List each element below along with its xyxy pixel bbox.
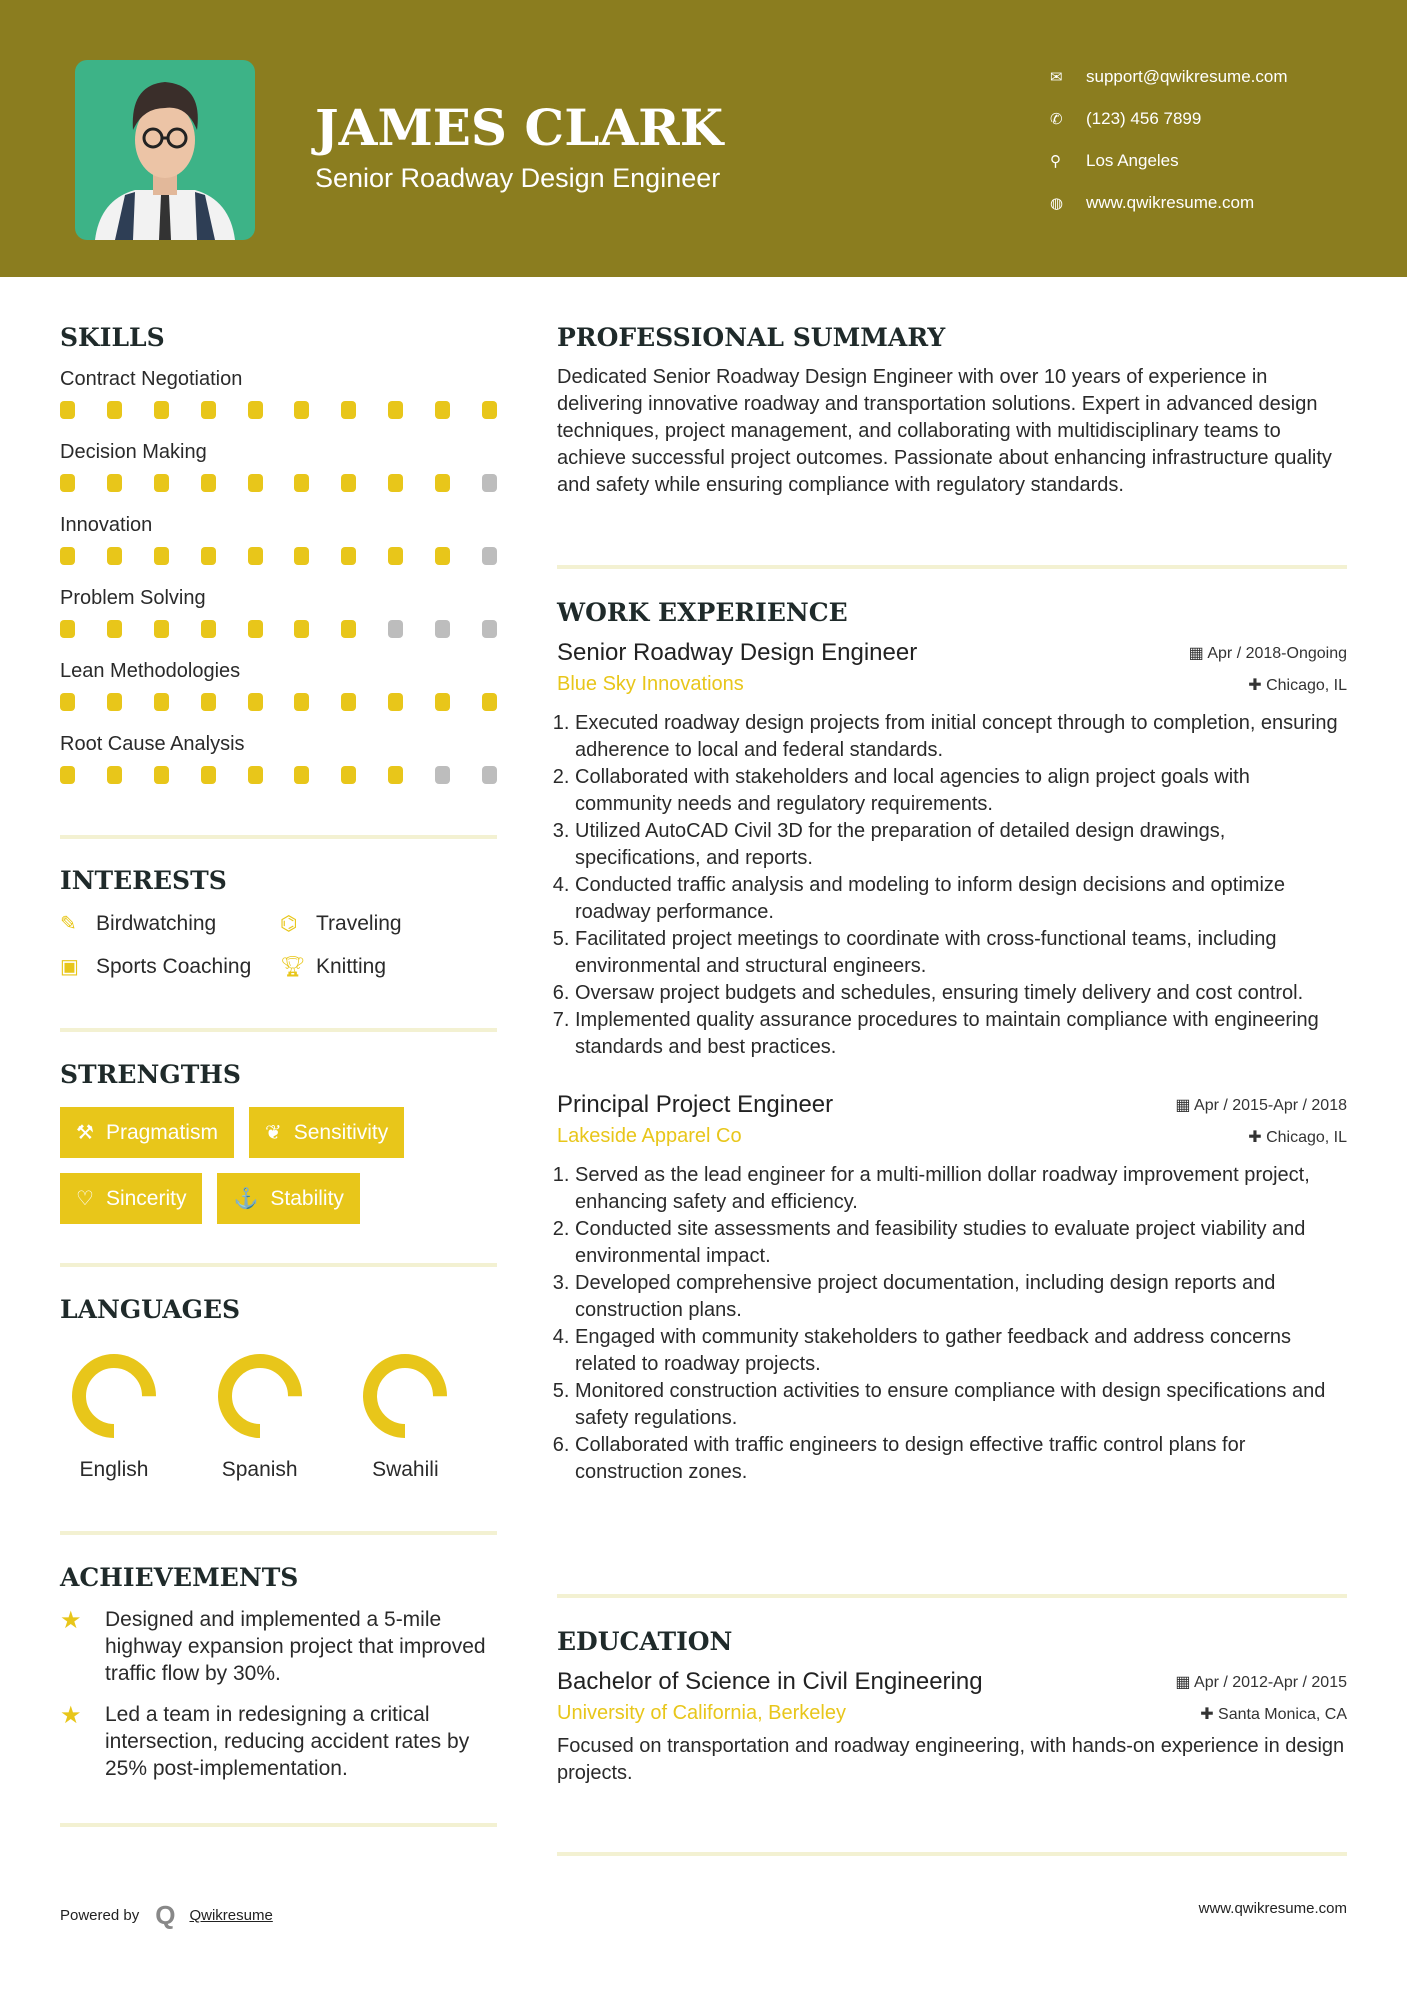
interest-item [60,954,280,979]
strength-tag [60,1173,202,1224]
rating-dot [60,547,75,565]
rating-dot [341,766,356,784]
rating-dot [388,620,403,638]
languages-list [60,1348,497,1482]
language-ring [357,1348,453,1444]
job-point: 5. Monitored construction activities to ensure compliance with design specifications and safety regulations. [575,1378,1347,1432]
job-points [557,1162,1347,1486]
rating-dot [154,474,169,492]
skill-item [60,733,497,806]
edit-icon: ✎ [60,913,77,935]
suitcase-icon: ▣ [60,956,79,978]
experience-section [557,598,1347,1486]
language-item [60,1348,206,1482]
company-name: Lakeside Apparel Co [557,1125,742,1147]
contact-email[interactable] [1050,56,1288,98]
contact-text: Los Angeles [1086,151,1179,170]
job-entry [557,639,1347,1061]
skill-item [60,368,497,441]
gavel-icon: ⚒ [76,1122,94,1144]
strengths-section [60,1060,497,1224]
location-text: Chicago, IL [1266,1128,1347,1146]
rating-dot [341,474,356,492]
rating-dot [482,401,497,419]
tag-label: Sincerity [105,1186,187,1210]
job-point: 1. Served as the lead engineer for a multi-million dollar roadway improvement project, enhancing safety and efficiency. [575,1162,1347,1216]
rating-dot [482,693,497,711]
rating-dot [435,401,450,419]
divider [557,565,1347,569]
interest-label: Knitting [316,954,387,978]
globe-icon: ◍ [1050,195,1064,212]
section-heading: STRENGTHS [60,1060,241,1089]
divider [60,1823,497,1827]
tag-label: Stability [270,1186,344,1210]
job-point: 4. Conducted traffic analysis and modeling to inform design decisions and optimize roadway performance. [575,872,1347,926]
language-label: Spanish [221,1458,298,1481]
degree-title: Bachelor of Science in Civil Engineering [557,1668,983,1695]
section-heading: ACHIEVEMENTS [60,1563,299,1592]
company-name: Blue Sky Innovations [557,673,744,695]
contact-list [1050,56,1288,224]
job-date [1189,643,1347,663]
footer-site-link[interactable]: www.qwikresume.com [1198,1900,1347,1917]
leaf-icon: ❦ [264,1122,282,1144]
language-ring [212,1348,308,1444]
interest-label: Sports Coaching [96,954,252,978]
rating-dot [201,547,216,565]
star-icon: ★ [60,1702,82,1729]
rating-dot [107,474,122,492]
pushpin-icon: ✚ [1200,1705,1219,1723]
skill-rating [60,693,497,733]
contact-text: (123) 456 7899 [1086,109,1202,128]
job-point: 3. Developed comprehensive project documentation, including design reports and construction plans. [575,1270,1347,1324]
rating-dot [60,693,75,711]
education-date [1175,1672,1347,1692]
job-entry [557,1091,1347,1486]
phone-icon: ✆ [1050,111,1063,128]
star-icon: ★ [60,1607,82,1634]
interest-label: Birdwatching [96,911,217,935]
languages-section [60,1295,497,1482]
rating-dot [107,547,122,565]
rating-dot [435,547,450,565]
section-heading: SKILLS [60,323,165,352]
rating-dot [60,766,75,784]
calendar-icon: ▦ [1188,645,1208,662]
strength-tag [249,1107,404,1158]
location-text: Santa Monica, CA [1218,1705,1347,1723]
section-heading: WORK EXPERIENCE [557,598,848,627]
achievements-section [60,1563,497,1782]
job-date [1175,1095,1347,1115]
rating-dot [107,693,122,711]
education-location [1200,1704,1347,1724]
rating-dot [435,766,450,784]
summary-text: Dedicated Senior Roadway Design Engineer with over 10 years of experience in delivering innovative roadway and transportation solutions. Expert in advanced design techniques, project management, and collaborating with multidisciplinary teams to achieve successful project outcomes. Passionate about enhancing infrastructure quality and safety while ensuring compliance with regulatory standards. [557,366,1332,496]
skill-label: Problem Solving [60,587,206,609]
rating-dot [482,474,497,492]
job-point: 2. Conducted site assessments and feasibility studies to evaluate project viability and environmental impact. [575,1216,1347,1270]
achievement-item [60,1606,497,1687]
rating-dot [294,766,309,784]
job-point: 6. Collaborated with traffic engineers to design effective traffic control plans for construction zones. [575,1432,1347,1486]
envelope-icon: ✉ [1050,69,1063,86]
candidate-title: Senior Roadway Design Engineer [315,163,721,193]
rating-dot [435,620,450,638]
rating-dot [201,401,216,419]
rating-dot [107,766,122,784]
date-text: Apr / 2012-Apr / 2015 [1194,1674,1347,1691]
education-description: Focused on transportation and roadway engineering, with hands-on experience in design projects. [557,1735,1345,1784]
divider [557,1594,1347,1598]
rating-dot [248,693,263,711]
section-heading: EDUCATION [557,1627,733,1656]
interest-item [280,911,480,936]
skill-label: Contract Negotiation [60,368,243,390]
footer-powered [60,1900,273,1931]
contact-phone[interactable] [1050,98,1288,140]
rating-dot [248,620,263,638]
interest-label: Traveling [316,911,402,935]
rating-dot [248,401,263,419]
summary-section [557,323,1347,499]
rating-dot [294,547,309,565]
skill-label: Lean Methodologies [60,660,241,682]
section-heading: INTERESTS [60,866,227,895]
rating-dot [388,474,403,492]
language-label: Swahili [372,1458,439,1481]
pushpin-icon: ✚ [1248,1128,1267,1146]
rating-dot [107,620,122,638]
divider [60,1028,497,1032]
rating-dot [154,401,169,419]
language-ring [66,1348,162,1444]
rating-dot [341,620,356,638]
skill-item [60,660,497,733]
interest-item [280,954,480,979]
rating-dot [388,547,403,565]
job-point: 5. Facilitated project meetings to coordinate with cross-functional teams, including environmental and structural engineers. [575,926,1347,980]
job-point: 3. Utilized AutoCAD Civil 3D for the preparation of detailed design drawings, specifications, and reports. [575,818,1347,872]
calendar-icon: ▦ [1175,1097,1195,1114]
skill-item [60,587,497,660]
job-point: 2. Collaborated with stakeholders and local agencies to align project goals with community needs and regulatory requirements. [575,764,1347,818]
skill-rating [60,401,497,441]
skill-item [60,514,497,587]
contact-text: support@qwikresume.com [1086,67,1288,86]
contact-text: www.qwikresume.com [1086,193,1255,212]
trophy-icon: 🏆︎ [280,956,306,978]
binoculars-icon: ⌬ [280,913,298,935]
achievement-text: Led a team in redesigning a critical intersection, reducing accident rates by 25% post-implementation. [105,1703,470,1780]
rating-dot [154,547,169,565]
rating-dot [435,474,450,492]
language-item [351,1348,497,1482]
rating-dot [201,620,216,638]
qwikresume-logo-icon: Q [155,1900,176,1930]
job-point: 4. Engaged with community stakeholders to gather feedback and address concerns related to roadway projects. [575,1324,1347,1378]
rating-dot [248,547,263,565]
job-location [1248,1127,1347,1147]
rating-dot [388,401,403,419]
tag-label: Sensitivity [293,1120,389,1144]
rating-dot [201,693,216,711]
rating-dot [294,474,309,492]
header [0,0,1407,277]
divider [557,1852,1347,1856]
skill-label: Innovation [60,514,153,536]
job-point: 7. Implemented quality assurance procedures to maintain compliance with engineering standards and best practices. [575,1007,1347,1061]
rating-dot [294,401,309,419]
calendar-icon: ▦ [1175,1674,1195,1691]
rating-dot [201,474,216,492]
achievement-text: Designed and implemented a 5-mile highway expansion project that improved traffic flow by 30%. [105,1608,486,1685]
rating-dot [388,766,403,784]
rating-dot [154,766,169,784]
skill-rating [60,620,497,660]
contact-location [1050,140,1288,182]
candidate-name: JAMES CLARK [315,98,724,157]
job-title: Principal Project Engineer [557,1091,834,1118]
tag-label: Pragmatism [105,1120,218,1144]
location-text: Chicago, IL [1266,676,1347,694]
skill-label: Decision Making [60,441,207,463]
jobs-list [557,639,1347,1486]
job-point: 1. Executed roadway design projects from initial concept through to completion, ensuring adherence to local and federal standards. [575,710,1347,764]
rating-dot [482,766,497,784]
powered-by-text: Powered by [60,1907,140,1924]
skills-section [60,323,497,806]
rating-dot [60,620,75,638]
rating-dot [341,693,356,711]
school-name: University of California, Berkeley [557,1702,846,1724]
rating-dot [60,474,75,492]
job-point: 6. Oversaw project budgets and schedules, ensuring timely delivery and cost control. [575,980,1347,1007]
date-text: Apr / 2018-Ongoing [1207,645,1347,662]
rating-dot [294,620,309,638]
divider [60,1263,497,1267]
strength-tag [60,1107,234,1158]
section-heading: LANGUAGES [60,1295,241,1324]
skill-rating [60,766,497,806]
achievement-item [60,1701,497,1782]
pushpin-icon: ✚ [1248,676,1267,694]
brand-link[interactable]: Qwikresume [189,1907,273,1924]
contact-website[interactable] [1050,182,1288,224]
skill-label: Root Cause Analysis [60,733,245,755]
language-label: English [79,1458,149,1481]
heart-icon: ♡ [76,1188,94,1210]
rating-dot [60,401,75,419]
rating-dot [435,693,450,711]
interests-section [60,866,497,979]
education-section [557,1627,1347,1787]
divider [60,1531,497,1535]
job-location [1248,675,1347,695]
profile-photo [75,60,255,240]
rating-dot [482,620,497,638]
divider [60,835,497,839]
job-title: Senior Roadway Design Engineer [557,639,918,666]
skill-rating [60,547,497,587]
rating-dot [294,693,309,711]
skill-rating [60,474,497,514]
rating-dot [341,547,356,565]
interest-item [60,911,280,936]
rating-dot [154,693,169,711]
date-text: Apr / 2015-Apr / 2018 [1194,1097,1347,1114]
skills-list [60,368,497,806]
skill-item [60,441,497,514]
rating-dot [201,766,216,784]
rating-dot [482,547,497,565]
rating-dot [341,401,356,419]
rating-dot [248,474,263,492]
rating-dot [248,766,263,784]
strength-tag [217,1173,359,1224]
anchor-icon: ⚓ [233,1188,259,1210]
job-points [557,710,1347,1061]
map-marker-icon: ⚲ [1050,153,1061,170]
rating-dot [154,620,169,638]
section-heading: PROFESSIONAL SUMMARY [557,323,946,352]
rating-dot [107,401,122,419]
language-item [206,1348,352,1482]
rating-dot [388,693,403,711]
